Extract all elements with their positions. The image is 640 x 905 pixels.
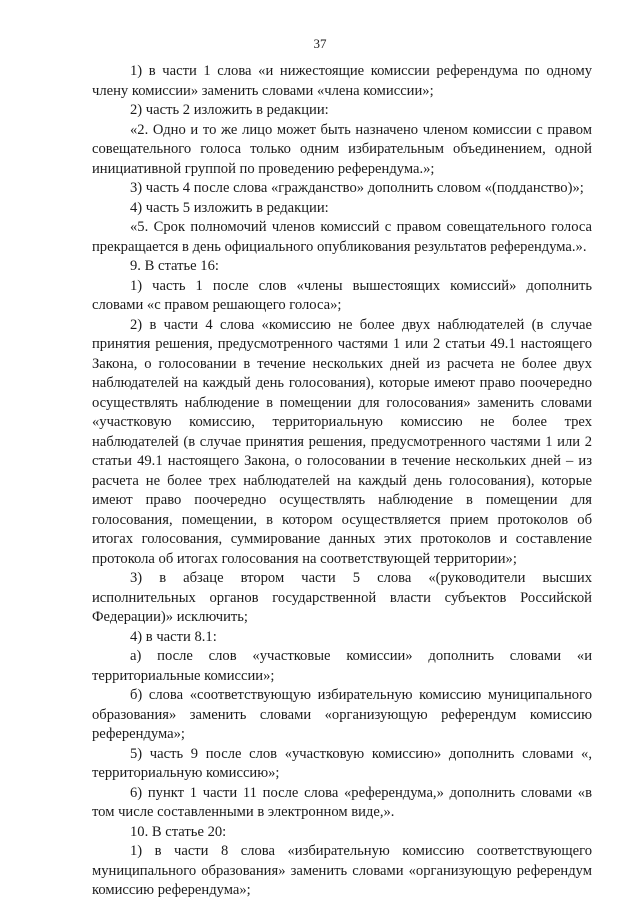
paragraph: 6) пункт 1 части 11 после слова «референдума,» дополнить словами «в том числе составленными в электронном виде,». <box>92 784 592 820</box>
document-body <box>92 62 592 901</box>
paragraph: 4) часть 5 изложить в редакции: <box>130 199 329 216</box>
paragraph: 1) в части 1 слова «и нижестоящие комиссии референдума по одному члену комиссии» заменить словами «члена комиссии»; <box>92 63 592 99</box>
paragraph: «5. Срок полномочий членов комиссий с правом совещательного голоса прекращается в день официального опубликования результатов референдума.». <box>92 219 592 255</box>
paragraph: 5) часть 9 после слов «участковую комиссию» дополнить словами «, территориальную комиссию»; <box>92 745 592 781</box>
page-number: 37 <box>313 36 327 51</box>
paragraph: 2) в части 4 слова «комиссию не более двух наблюдателей (в случае принятия решения, предусмотренного частями 1 или 2 статьи 49.1 настоящего Закона, о голосовании в течение нескольких дней из расчета не более двух наблюдателей на каждый день голосования), которые имеют право поочередно осуществлять наблюдение в помещении для голосования» заменить словами «участковую комиссию, территориальную комиссию не более трех наблюдателей (в случае принятия решения, предусмотренного частями 1 или 2 статьи 49.1 настоящего Закона, о голосовании в течение нескольких дней – из расчета не более трех наблюдателей на каждый день голосования), которые имеют право поочередно осуществлять наблюдение в помещении для голосования, помещении, в котором осуществляется прием протоколов об итогах голосования, суммирование данных этих протоколов и составление протокола об итогах голосования на соответствующей территории»; <box>92 316 592 567</box>
article-heading: 10. В статье 20: <box>130 823 227 840</box>
paragraph: 4) в части 8.1: <box>130 628 217 645</box>
paragraph: 1) часть 1 после слов «члены вышестоящих комиссий» дополнить словами «с правом решающего голоса»; <box>92 277 592 313</box>
paragraph: б) слова «соответствующую избирательную комиссию муниципального образования» заменить словами «организующую референдум комиссию референдума»; <box>92 687 592 742</box>
paragraph: «2. Одно и то же лицо может быть назначено членом комиссии с правом совещательного голоса только одним избирательным объединением, одной инициативной группой по проведению референдума.»; <box>92 121 592 177</box>
paragraph: 3) в абзаце втором части 5 слова «(руководители высших исполнительных органов государственной власти субъектов Российской Федерации)» исключить; <box>92 570 592 625</box>
article-heading: 9. В статье 16: <box>130 258 219 274</box>
paragraph: 2) часть 2 изложить в редакции: <box>130 102 329 118</box>
paragraph: 1) в части 8 слова «избирательную комиссию соответствующего муниципального образования» заменить словами «организующую референдум комиссию референдума»; <box>92 843 592 898</box>
paragraph: 3) часть 4 после слова «гражданство» дополнить словом «(подданство)»; <box>130 180 584 196</box>
paragraph: а) после слов «участковые комиссии» дополнить словами «и территориальные комиссии»; <box>92 648 592 684</box>
